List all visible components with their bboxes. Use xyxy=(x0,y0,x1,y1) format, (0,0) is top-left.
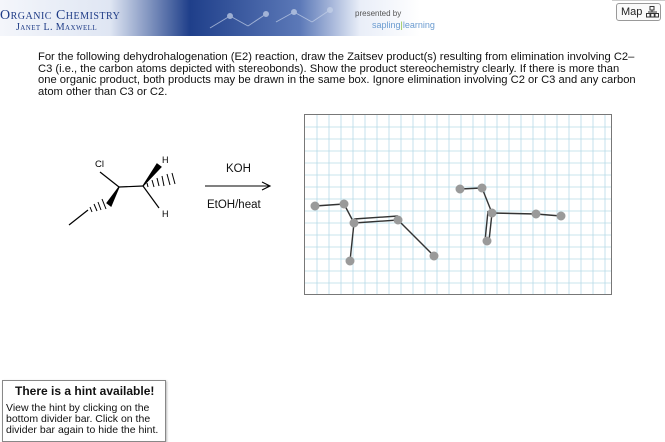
reagent-koh: KOH xyxy=(226,163,251,175)
bond-c2-c3 xyxy=(119,186,143,187)
atom-node xyxy=(488,209,496,217)
atom-node xyxy=(483,237,491,245)
brand-second: learning xyxy=(402,20,435,30)
header-banner xyxy=(0,0,612,36)
product-2 xyxy=(460,188,561,241)
atom-node xyxy=(311,202,319,210)
hydrogen-top-label: H xyxy=(162,155,169,165)
course-title: Organic Chemistry xyxy=(0,8,121,23)
top-divider xyxy=(612,0,665,1)
presented-by-label: presented by xyxy=(355,9,402,18)
atom-node xyxy=(350,219,358,227)
question-text: For the following dehydrohalogenation (E2) reaction, draw the Zaitsev product(s) resulting from elimination involving C2–C3 (i.e., the carbon atoms depicted with stereobonds). Show the product stereochemistry clearly. If there is more than one organic product, both products may be drawn in the same box. Ignore elimination involving C2 or C3 and any carbon atom other than C3 or C2. xyxy=(38,51,636,98)
reactant-bonds xyxy=(69,164,161,225)
atom-node xyxy=(532,210,540,218)
reactant-structure xyxy=(55,150,295,240)
product-1 xyxy=(315,204,434,261)
hint-panel[interactable] xyxy=(2,380,166,442)
map-button[interactable] xyxy=(616,3,661,21)
reagent-solvent: EtOH/heat xyxy=(207,199,261,211)
atom-node xyxy=(456,185,464,193)
atom-node xyxy=(430,252,438,260)
sapling-learning-logo: sapling|learning xyxy=(372,20,435,30)
map-icon xyxy=(646,6,659,18)
hint-text: View the hint by clicking on the bottom divider bar. Click on the divider bar again to hide the hint. xyxy=(6,402,159,436)
hydrogen-bottom-label: H xyxy=(162,209,169,219)
drawing-canvas[interactable] xyxy=(304,114,612,295)
hashed-bond-c2-methyl xyxy=(90,199,106,212)
hint-title: There is a hint available! xyxy=(15,384,155,398)
atom-node xyxy=(340,200,348,208)
banner-molecule-graphic xyxy=(190,0,360,36)
bond-c3-h-bottom xyxy=(143,186,159,208)
atom-node xyxy=(394,216,402,224)
chlorine-label: Cl xyxy=(95,159,104,170)
product-1-atoms xyxy=(311,200,438,265)
wedge-bond-c2 xyxy=(107,187,119,206)
map-button-label: Map xyxy=(621,6,643,18)
bond-methyl xyxy=(69,210,88,225)
atom-node xyxy=(557,212,565,220)
bond-cl-c2 xyxy=(100,172,119,187)
drawn-products[interactable] xyxy=(305,115,611,294)
atom-node xyxy=(478,184,486,192)
atom-node xyxy=(346,257,354,265)
brand-first: sapling xyxy=(372,20,401,30)
course-author: Janet L. Maxwell xyxy=(16,22,97,33)
